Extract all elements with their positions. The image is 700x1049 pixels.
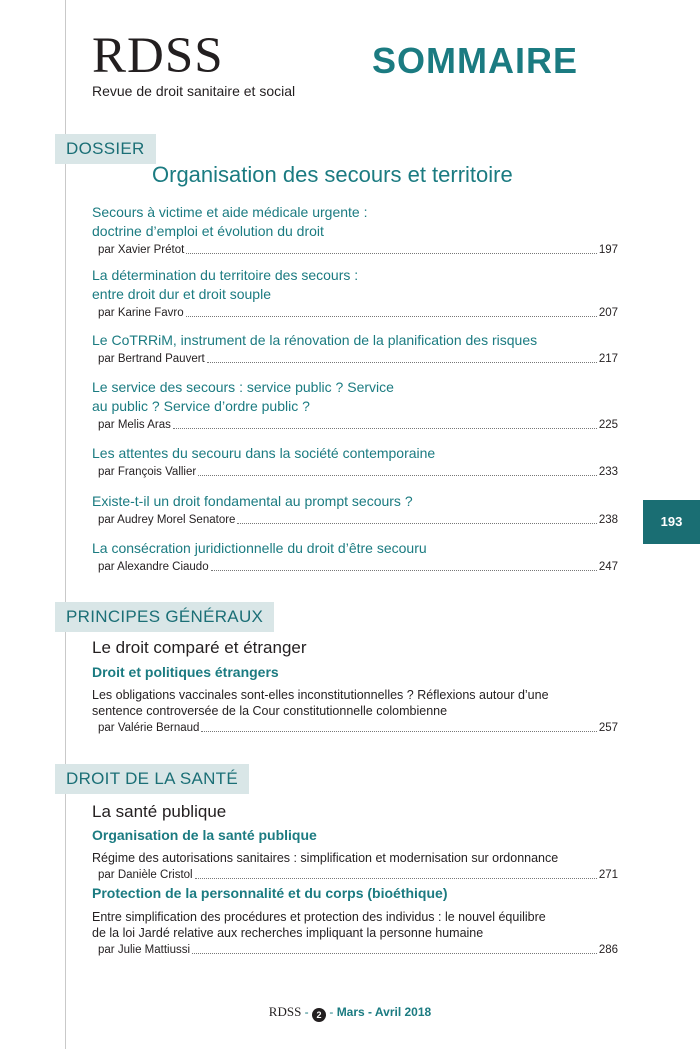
entry-title: de la loi Jardé relative aux recherches impliquant la personne humaine [92, 926, 484, 940]
toc-entry[interactable] [92, 687, 618, 736]
entry-author: par Danièle Cristol [98, 869, 193, 881]
subsubsection-heading: Droit et politiques étrangers [92, 664, 279, 680]
toc-entry[interactable] [92, 266, 618, 321]
entry-page: 225 [598, 419, 618, 431]
entry-author: par François Vallier [98, 466, 197, 478]
entry-page: 257 [598, 722, 618, 734]
entry-page: 207 [598, 307, 618, 319]
page-number-tab: 193 [643, 500, 700, 544]
entry-page: 233 [598, 466, 618, 478]
subsubsection-heading: Organisation de la santé publique [92, 827, 317, 843]
toc-entry[interactable] [92, 331, 618, 367]
entry-page: 217 [598, 353, 618, 365]
entry-author: par Audrey Morel Senatore [98, 514, 236, 526]
footer-logo: RDSS [268, 1004, 302, 1019]
dossier-title: Organisation des secours et territoire [152, 162, 513, 187]
entry-author: par Valérie Bernaud [98, 722, 200, 734]
entry-title: Secours à victime et aide médicale urgente : [92, 204, 368, 220]
toc-entry[interactable] [92, 492, 618, 528]
entry-author: par Karine Favro [98, 307, 184, 319]
section-tag-principes: PRINCIPES GÉNÉRAUX [55, 602, 274, 632]
entry-title: Les attentes du secouru dans la société contemporaine [92, 445, 436, 461]
entry-page: 271 [598, 869, 618, 881]
entry-title: sentence controversée de la Cour constitutionnelle colombienne [92, 704, 448, 718]
toc-entry[interactable] [92, 850, 618, 883]
journal-subtitle: Revue de droit sanitaire et social [92, 83, 296, 99]
entry-title: Entre simplification des procédures et protection des individus : le nouvel équilibre [92, 910, 546, 924]
entry-author: par Bertrand Pauvert [98, 353, 205, 365]
entry-title: doctrine d’emploi et évolution du droit [92, 223, 324, 239]
entry-author: par Alexandre Ciaudo [98, 561, 209, 573]
entry-author: par Julie Mattiussi [98, 944, 191, 956]
subsection-heading: La santé publique [92, 802, 227, 821]
entry-title: Les obligations vaccinales sont-elles inconstitutionnelles ? Réflexions autour d’une [92, 688, 549, 702]
toc-entry[interactable] [92, 909, 618, 958]
entry-page: 247 [598, 561, 618, 573]
page-title: SOMMAIRE [372, 40, 578, 81]
entry-title: La consécration juridictionnelle du droit d’être secouru [92, 540, 427, 556]
entry-title: entre droit dur et droit souple [92, 286, 271, 302]
toc-entry[interactable] [92, 378, 618, 433]
entry-title: Le service des secours : service public ? Service [92, 379, 394, 395]
subsection-heading: Le droit comparé et étranger [92, 638, 307, 657]
toc-entry[interactable] [92, 444, 618, 480]
entry-author: par Xavier Prétot [98, 244, 185, 256]
entry-page: 238 [598, 514, 618, 526]
section-tag-dossier: DOSSIER [55, 134, 156, 164]
issue-date: Mars - Avril 2018 [336, 1005, 432, 1019]
entry-title: Le CoTRRiM, instrument de la rénovation de la planification des risques [92, 332, 538, 348]
entry-title: au public ? Service d’ordre public ? [92, 398, 310, 414]
subsubsection-heading: Protection de la personnalité et du corps (bioéthique) [92, 885, 448, 901]
issue-number: 2 [312, 1008, 326, 1022]
entry-page: 286 [598, 944, 618, 956]
entry-author: par Melis Aras [98, 419, 171, 431]
page-footer: RDSS - 2 - Mars - Avril 2018 [268, 1004, 432, 1020]
toc-entry[interactable] [92, 539, 618, 575]
toc-entry[interactable] [92, 203, 618, 258]
entry-title: La détermination du territoire des secours : [92, 267, 359, 283]
entry-page: 197 [598, 244, 618, 256]
journal-logo: RDSS [92, 28, 224, 84]
entry-title: Régime des autorisations sanitaires : simplification et modernisation sur ordonnance [92, 851, 559, 865]
entry-title: Existe-t-il un droit fondamental au prompt secours ? [92, 493, 413, 509]
section-tag-sante: DROIT DE LA SANTÉ [55, 764, 249, 794]
